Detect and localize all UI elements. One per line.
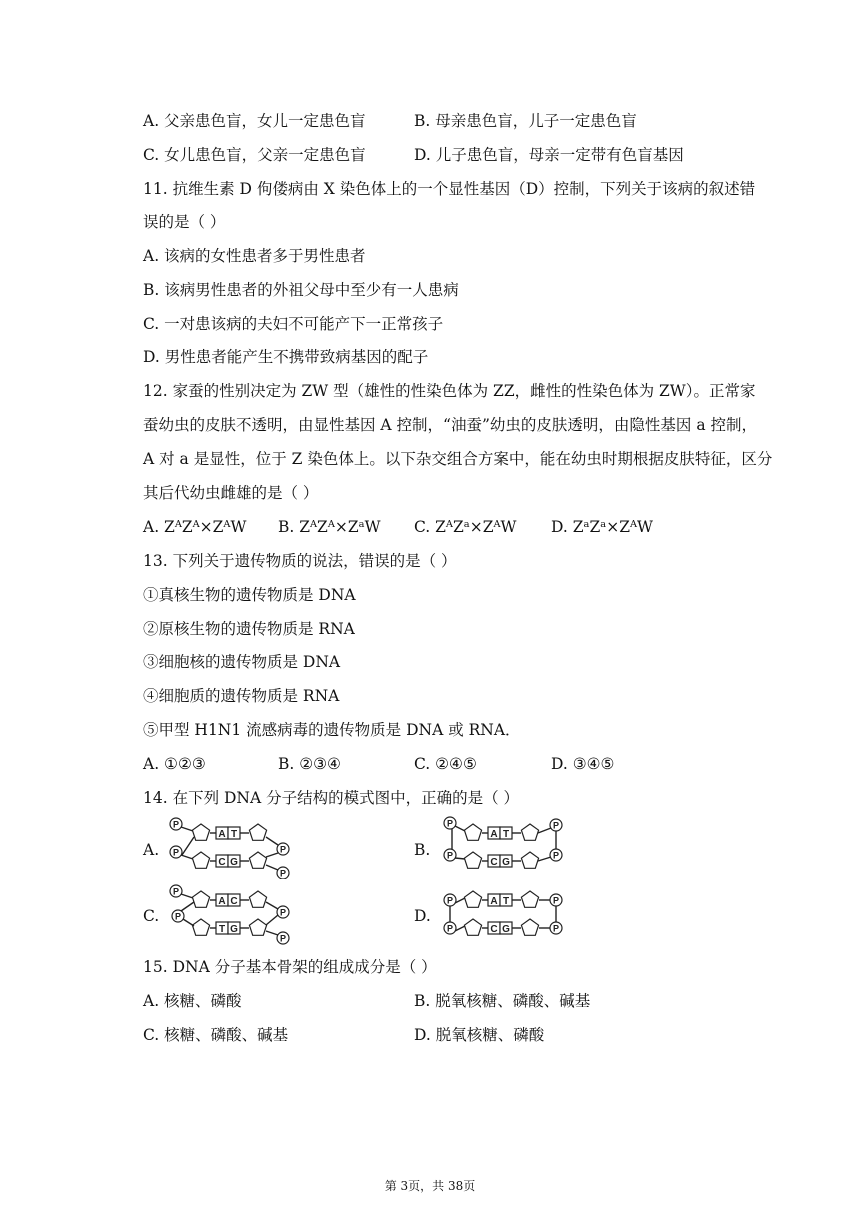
deoxyribose-pentagon	[249, 824, 266, 840]
bond-line	[266, 931, 278, 935]
deoxyribose-pentagon	[249, 919, 266, 935]
q11-stem-line1: 11. 抗维生素 D 佝偻病由 X 染色体上的一个显性基因（D）控制，下列关于该病的叙述错	[143, 180, 756, 198]
bond-line	[181, 902, 194, 911]
q10-option-c: C. 女儿患色盲，父亲一定患色盲	[143, 146, 366, 164]
q10-option-a: A. 父亲患色盲，女儿一定患色盲	[143, 112, 366, 130]
q14-dna-diagram-b	[438, 815, 570, 879]
q11-option-c: C. 一对患该病的夫妇不可能产下一正常孩子	[143, 315, 444, 333]
bond-line	[181, 827, 193, 831]
bond-line	[181, 855, 193, 859]
base-label: T	[502, 829, 510, 840]
bond-line	[455, 858, 465, 859]
q14-stem: 14. 在下列 DNA 分子结构的模式图中，正确的是（ ）	[143, 789, 520, 807]
bond-line	[266, 902, 278, 909]
q12-stem-line3: A 对 a 是显性，位于 Z 染色体上。以下杂交组合方案中，能在幼虫时期根据皮肤特征，区分	[143, 450, 773, 468]
q12-option-c: C. ZᴬZᵃ×ZᴬW	[414, 518, 517, 536]
q14-label-b: B.	[414, 841, 431, 859]
base-label: G	[502, 924, 510, 935]
deoxyribose-pentagon	[521, 891, 538, 907]
bond-line	[266, 915, 278, 925]
bond-line	[538, 828, 551, 833]
phosphate-label: P	[172, 886, 180, 897]
q14-dna-diagram-d	[438, 882, 570, 946]
q14-label-c: C.	[143, 907, 160, 925]
base-label: C	[218, 857, 226, 868]
bond-line	[538, 857, 551, 861]
q11-option-d: D. 男性患者能产生不携带致病基因的配子	[143, 348, 429, 366]
deoxyribose-pentagon	[192, 919, 209, 935]
q11-option-b: B. 该病男性患者的外祖父母中至少有一人患病	[143, 281, 459, 299]
q13-option-b: B. ②③④	[278, 755, 341, 773]
deoxyribose-pentagon	[464, 852, 481, 868]
q12-stem-line4: 其后代幼虫雌雄的是（ ）	[143, 484, 319, 502]
bond-line	[266, 865, 278, 870]
bond-line	[183, 919, 194, 926]
base-label: T	[218, 924, 226, 935]
q13-statement-4: ④细胞质的遗传物质是 RNA	[143, 687, 340, 705]
q15-stem: 15. DNA 分子基本骨架的组成成分是（ ）	[143, 958, 437, 976]
base-label: A	[218, 896, 226, 907]
q15-option-a: A. 核糖、磷酸	[143, 992, 242, 1010]
deoxyribose-pentagon	[521, 824, 538, 840]
phosphate-label: P	[279, 868, 287, 879]
deoxyribose-pentagon	[249, 891, 266, 907]
deoxyribose-pentagon	[464, 824, 481, 840]
deoxyribose-pentagon	[521, 919, 538, 935]
bond-line	[266, 853, 278, 857]
q14-label-a: A.	[143, 841, 160, 859]
q11-stem-line2: 误的是（ ）	[143, 213, 226, 231]
phosphate-label: P	[552, 923, 560, 934]
deoxyribose-pentagon	[192, 824, 209, 840]
bond-line	[182, 837, 194, 855]
base-label: G	[230, 924, 238, 935]
deoxyribose-pentagon	[464, 891, 481, 907]
q13-statement-3: ③细胞核的遗传物质是 DNA	[143, 653, 341, 671]
phosphate-label: P	[446, 850, 454, 861]
phosphate-label: P	[172, 847, 180, 858]
base-label: T	[502, 896, 510, 907]
q14-label-d: D.	[414, 907, 431, 925]
page-number: 第 3页，共 38页	[384, 1179, 476, 1193]
phosphate-label: P	[552, 820, 560, 831]
q13-option-a: A. ①②③	[143, 755, 206, 773]
base-label: C	[490, 924, 498, 935]
base-label: C	[230, 896, 238, 907]
bond-line	[266, 837, 278, 845]
phosphate-label: P	[446, 923, 454, 934]
q14-dna-diagram-a	[166, 815, 296, 879]
q13-stem: 13. 下列关于遗传物质的说法，错误的是（ ）	[143, 552, 457, 570]
bond-line	[455, 826, 465, 831]
q13-statement-1: ①真核生物的遗传物质是 DNA	[143, 586, 356, 604]
phosphate-label: P	[172, 819, 180, 830]
q13-statement-2: ②原核生物的遗传物质是 RNA	[143, 620, 355, 638]
base-label: A	[218, 829, 226, 840]
q12-option-a: A. ZᴬZᴬ×ZᴬW	[143, 518, 247, 536]
q12-stem-line1: 12. 家蚕的性别决定为 ZW 型（雄性的性染色体为 ZZ，雌性的性染色体为 ZW）。正常家	[143, 382, 756, 400]
q12-stem-line2: 蚕幼虫的皮肤不透明，由显性基因 A 控制，“油蚕”幼虫的皮肤透明，由隐性基因 a 控制，	[143, 416, 757, 434]
phosphate-label: P	[552, 895, 560, 906]
phosphate-label: P	[174, 911, 182, 922]
q12-option-b: B. ZᴬZᴬ×ZᵃW	[278, 518, 381, 536]
q13-statement-5: ⑤甲型 H1N1 流感病毒的遗传物质是 DNA 或 RNA．	[143, 721, 521, 739]
q14-dna-diagram-c	[166, 882, 296, 946]
base-label: T	[230, 829, 238, 840]
bond-line	[181, 894, 193, 898]
deoxyribose-pentagon	[249, 852, 266, 868]
base-label: G	[230, 857, 238, 868]
base-label: A	[490, 829, 498, 840]
q12-option-d: D. ZᵃZᵃ×ZᴬW	[551, 518, 653, 536]
q11-option-a: A. 该病的女性患者多于男性患者	[143, 247, 366, 265]
base-label: A	[490, 896, 498, 907]
phosphate-label: P	[279, 907, 287, 918]
base-label: C	[490, 857, 498, 868]
q13-option-c: C. ②④⑤	[414, 755, 477, 773]
deoxyribose-pentagon	[464, 919, 481, 935]
base-label: G	[502, 857, 510, 868]
phosphate-label: P	[279, 844, 287, 855]
q15-option-c: C. 核糖、磷酸、碱基	[143, 1026, 289, 1044]
deoxyribose-pentagon	[192, 852, 209, 868]
q15-option-d: D. 脱氧核糖、磷酸	[414, 1026, 545, 1044]
deoxyribose-pentagon	[192, 891, 209, 907]
q10-option-b: B. 母亲患色盲，儿子一定患色盲	[414, 112, 637, 130]
phosphate-label: P	[446, 818, 454, 829]
phosphate-label: P	[279, 933, 287, 944]
q13-option-d: D. ③④⑤	[551, 755, 615, 773]
phosphate-label: P	[552, 850, 560, 861]
q10-option-d: D. 儿子患色盲，母亲一定带有色盲基因	[414, 146, 684, 164]
deoxyribose-pentagon	[521, 852, 538, 868]
phosphate-label: P	[446, 895, 454, 906]
q15-option-b: B. 脱氧核糖、磷酸、碱基	[414, 992, 591, 1010]
